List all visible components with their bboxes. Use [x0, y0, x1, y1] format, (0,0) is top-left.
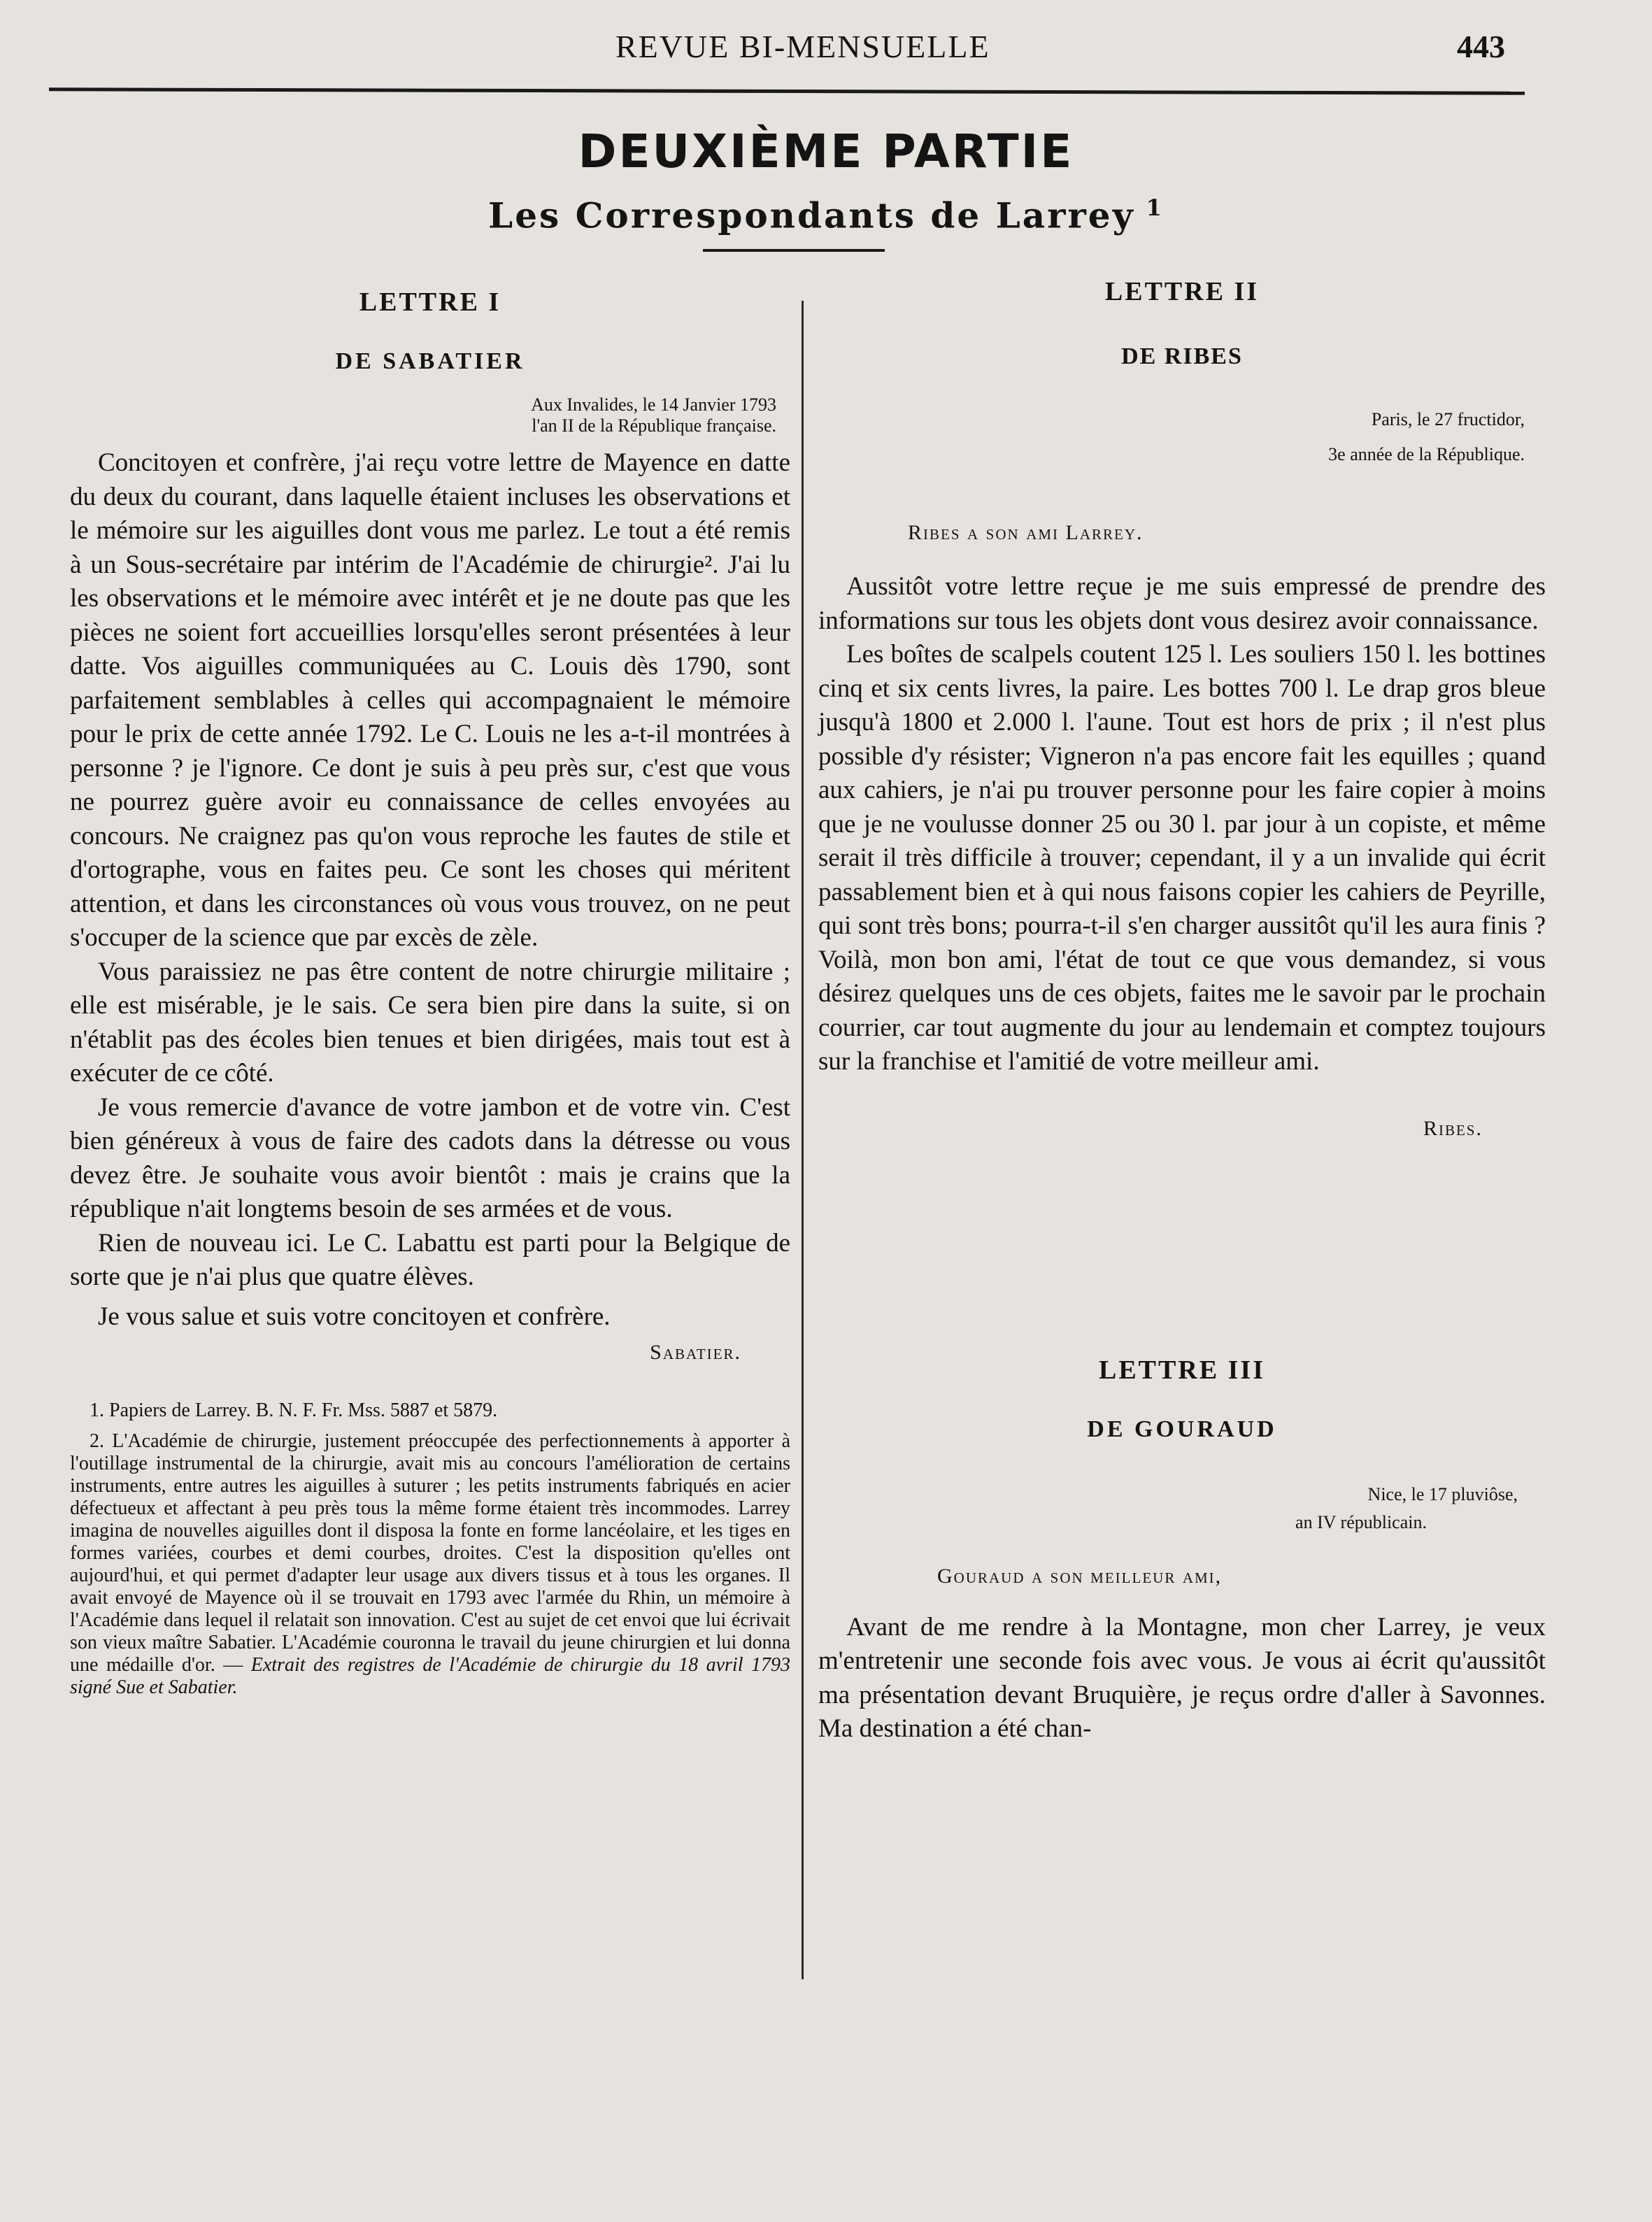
letter3-title: LETTRE III — [1098, 1355, 1266, 1385]
letter3-dateline-line2: an IV républicain. — [1295, 1511, 1427, 1532]
letter2-dateline — [818, 402, 1525, 472]
letter2-dateline-line1: Paris, le 27 fructidor, — [1371, 409, 1525, 429]
section-title-text: Les Correspondants de Larrey — [488, 194, 1135, 236]
running-header — [0, 28, 1652, 70]
section-footnote-ref: 1 — [1146, 194, 1164, 221]
letter3-dateline — [818, 1481, 1518, 1537]
title-rule — [703, 249, 885, 252]
footnote-2-text: 2. L'Académie de chirurgie, justement préoccupée des perfectionnements à apporter à l'outillage instrumental de la chirurgie, avait mis au concours l'amélioration de certains instruments, entre autres les aiguilles à suturer ; les petits instruments fabriqués en acier défectueux et affectant à peu près tous la même forme étaient très incommodes. Larrey imagina de nouvelles aiguilles dont il disposa la fonte en forme lancéolaire, et les tiges en formes variées, courbes et demi courbes, droites. C'est la disposition qu'elles ont aujourd'hui, et qui permet d'adapter leur usage aux divers tissus et à tous les organes. Il avait envoyé de Mayence où il se trouvait en 1793 avec l'armée du Rhin, un mémoire à l'Académie dans lequel il relatait son innovation. C'est au sujet de cet envoi que lui écrivait son vieux maître Sabatier. L'Académie couronna le travail du jeune chirurgien et lui donna une médaille d'or. — — [70, 1430, 790, 1676]
letter1-paragraph: Je vous remercie d'avance de votre jambon et de votre vin. C'est bien généreux à vous de faire des cadots dans la détresse ou vous devez être. Je souhaite vous avoir bientôt : mais je crains que la république n'ait longtems besoin de ses armées et de vous. — [70, 1092, 790, 1223]
letter1-dateline-line1: Aux Invalides, le 14 Janvier 1793 — [531, 394, 776, 415]
footnotes — [70, 1397, 790, 1699]
letter1-dateline-line2: l'an II de la République française. — [532, 415, 776, 436]
letter2-signature: Ribes. — [1423, 1116, 1483, 1140]
letter3-salutation: Gouraud a son meilleur ami, — [937, 1564, 1223, 1588]
letter2-from: DE RIBES — [1121, 343, 1243, 369]
letter2-salutation: Ribes a son ami Larrey. — [908, 521, 1144, 544]
letter3-body — [818, 1611, 1546, 1746]
letter2-dateline-line2: 3e année de la République. — [1328, 444, 1525, 464]
letter1-title: LETTRE I — [359, 287, 501, 317]
page-number: 443 — [1457, 29, 1505, 64]
letter2-body — [818, 570, 1546, 1079]
part-title: DEUXIÈME PARTIE — [578, 124, 1074, 178]
letter1-paragraph: Concitoyen et confrère, j'ai reçu votre lettre de Mayence en datte du deux du courant, dans laquelle étaient incluses les observations et le mémoire sur les aiguilles dont vous me parlez. Le tout a été remis à un Sous-secrétaire par intérim de l'Académie de chirurgie². J'ai lu les observations et le mémoire avec intérêt et je ne doute pas que les pièces ne soient fort accueillies lorsqu'elles seront présentées à leur datte. Vos aiguilles communiquées au C. Louis dès 1790, sont parfaitement semblables à celles qui accompagnaient le mémoire pour le prix de cette année 1792. Le C. Louis ne les a-t-il montrées à personne ? je l'ignore. Ce dont je suis à peu près sur, c'est que vous ne pourrez guère avoir eu connaissance de celles envoyées au concours. Ne craignez pas qu'on vous reproche les fautes de stile et d'ortographe, vous en faites peu. Ce sont les choses qui méritent attention, et dans les circonstances où vous vous trouvez, on ne peut s'occuper de la science que par excès de zèle. — [70, 448, 790, 952]
footnote-2-italic: Extrait des registres de l'Académie de chirurgie du 18 avril 1793 signé Sue et Sabatier. — [70, 1654, 791, 1698]
left-column — [70, 287, 790, 1699]
header-rule — [49, 87, 1525, 95]
footnote-2 — [70, 1430, 790, 1699]
letter1-paragraph: Je vous salue et suis votre concitoyen et confrère. — [98, 1302, 611, 1331]
letter2-title: LETTRE II — [1104, 277, 1260, 306]
letter1-from: DE SABATIER — [335, 348, 525, 374]
column-rule — [802, 301, 804, 1979]
letter3-dateline-line1: Nice, le 17 pluviôse, — [1367, 1483, 1518, 1504]
letter1-paragraph: Rien de nouveau ici. Le C. Labattu est parti pour la Belgique de sorte que je n'ai plus que quatre élèves. — [70, 1228, 790, 1291]
letter2-paragraph: Les boîtes de scalpels coutent 125 l. Les souliers 150 l. les bottines cinq et six cents livres, la paire. Les bottes 700 l. Le drap gros bleue jusqu'à 1800 et 2.000 l. l'aune. Tout est hors de prix ; il n'est plus possible d'y résister; Vigneron n'a pas encore fait les equilles ; quand aux cahiers, je n'ai pu trouver personne pour les faire copier à moins que je ne voulusse donner 25 ou 30 l. par jour à un copiste, et même serait il très difficile à trouver; cependant, il y a un invalide qui écrit passablement bien et à qui nous faisons copier les cahiers de Peyrille, qui sont très bons; pourra-t-il s'en charger aussitôt qu'il les aura finis ? Voilà, mon bon ami, l'état de tout ce que vous demandez, si vous désirez quelques uns de ces objets, faites me le savoir par le prochain courrier, car tout augmente du jour au lendemain et comptez toujours sur la franchise et l'amitié de votre meilleur ami. — [818, 640, 1546, 1076]
letter2-paragraph: Aussitôt votre lettre reçue je me suis empressé de prendre des informations sur tous les objets dont vous desirez avoir connaissance. — [818, 572, 1546, 635]
letter1-paragraph: Vous paraissiez ne pas être content de notre chirurgie militaire ; elle est misérable, je le sais. Ce sera bien pire dans la suite, si on n'établit pas des écoles bien tenues et bien dirigées, mais tout est à exécuter de ce côté. — [70, 957, 790, 1088]
footnote-1: 1. Papiers de Larrey. B. N. F. Fr. Mss. 5887 et 5879. — [90, 1400, 498, 1421]
letter1-signature: Sabatier. — [650, 1341, 741, 1364]
letter1-dateline — [70, 394, 776, 436]
right-column — [818, 276, 1546, 1746]
running-title: REVUE BI-MENSUELLE — [615, 29, 990, 64]
letter3-paragraph: Avant de me rendre à la Montagne, mon cher Larrey, je veux m'entretenir une seconde fois avec vous. Je vous ai écrit qu'aussitôt ma présentation devant Bruquière, je reçus ordre d'aller à Savonnes. Ma destination a été chan- — [818, 1612, 1546, 1743]
letter1-body — [70, 446, 790, 1334]
section-title — [0, 194, 1652, 236]
letter3-from: DE GOURAUD — [1087, 1416, 1277, 1442]
